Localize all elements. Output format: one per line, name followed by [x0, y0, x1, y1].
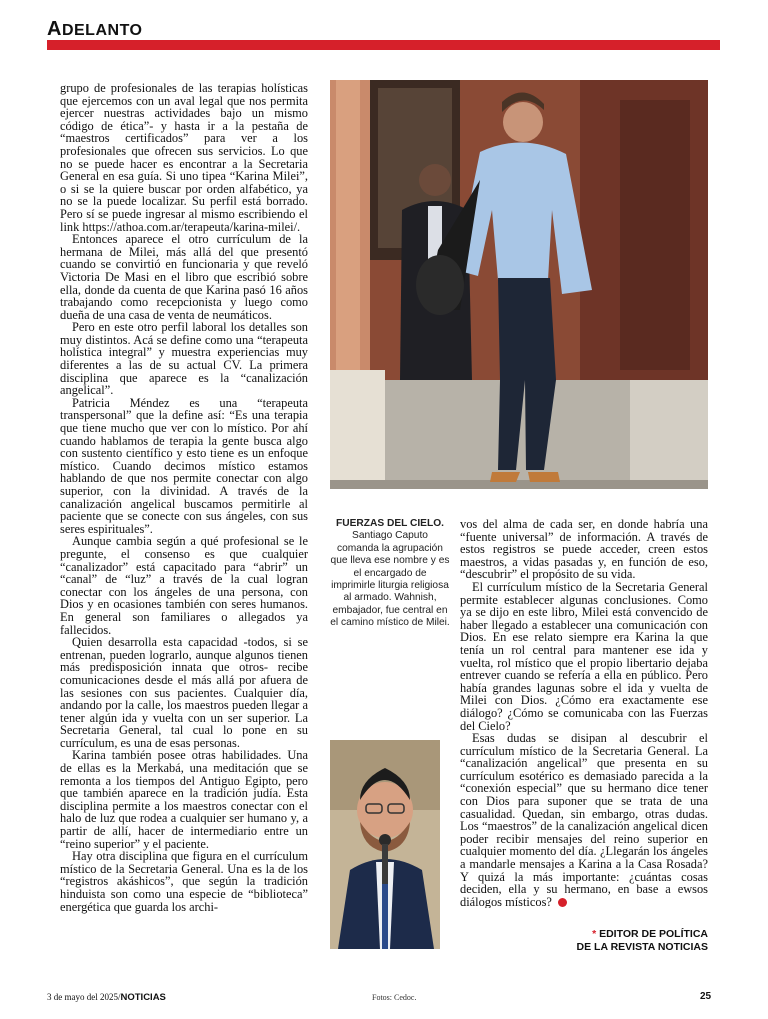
caption-title: FUERZAS DEL CIELO.	[336, 518, 444, 529]
photo-caption	[330, 518, 450, 630]
main-photo-illustration	[330, 80, 708, 489]
caption-body: Santiago Caputo comanda la agrupación que lleva ese nombre y es el encargado de imprimirle liturgia religiosa al armado. Wahnish, embajador, fue central en el camino místico de Milei.	[330, 530, 450, 629]
article-paragraph: Aunque cambia según a qué profesional se le pregunte, el consenso es que cualquier “canalizador” está capacitado para “abrir” un “canal” de “luz” a través de la cual logran conectar con los ángeles de una persona, con Dios y en ocasiones también con seres humanos. En general son familiares o allegados ya fallecidos.	[60, 534, 308, 637]
signature-line-2: DE LA REVISTA NOTICIAS	[576, 941, 708, 953]
signature-line-1: EDITOR DE POLÍTICA	[599, 928, 708, 940]
article-right-column	[460, 518, 708, 908]
section-rest: DELANTO	[61, 22, 143, 39]
page-number: 25	[700, 991, 712, 1002]
photo-credit: Fotos: Cedoc.	[372, 993, 417, 1002]
small-photo	[330, 740, 440, 949]
footer-date	[47, 992, 166, 1003]
small-photo-illustration	[330, 740, 440, 949]
main-photo	[330, 80, 708, 489]
article-paragraph: Pero en este otro perfil laboral los detalles son muy distintos. Acá se define como una “terapeuta holística integral” y muestra experiencias muy diferentes a las de su actual CV. La primera disciplina que aparece es la “canalización angelical”.	[60, 320, 308, 398]
article-paragraph: Patricia Méndez es una “terapeuta transpersonal” que la define así: “Es una terapia que tiene mucho que ver con lo místico. Por ahí cuando hablamos de terapia la gente busca algo con sustento científico y esto tiene es un enfoque místico. Cuando decimos místico estamos hablando de que nos permite conectar con algo superior, con la divinidad. A través de la canalización angelical buscamos permitirle al paciente que se conecte con sus ángeles, con sus seres espirituales”.	[60, 395, 308, 536]
section-initial: A	[47, 18, 62, 40]
article-paragraph: Entonces aparece el otro currículum de la hermana de Milei, más allá del que presentó cuando se convirtió en funcionaria y que reveló Victoria De Masi en el libro que escribió sobre ella, donde da cuenta de que Karina pasó 16 años trabajando como recepcionista y luego como dueña de una casa de venta de neumáticos.	[60, 232, 308, 322]
article-paragraph: vos del alma de cada ser, en donde habría una “fuente universal” de información. A través de estos registros se puede acceder, creen estos maestros, a vidas pasadas y, en función de eso, “descubrir” el propósito de su vida.	[460, 518, 708, 582]
author-signature	[560, 928, 708, 954]
section-label	[47, 18, 143, 41]
article-paragraph: Quien desarrolla esta capacidad -todos, si se entrenan, pueden lograrlo, aunque algunos tienen más predisposición innata que otros- recibe comunicaciones desde el más allá por afuera de las sesiones con sus pacientes. Cualquier día, andando por la calle, los maestros pueden llegar a tener algún ida y vuelta con un ser superior. La Secretaria General, tal cual lo pone en su currículum, es una de esas personas.	[60, 635, 308, 750]
article-paragraph: Karina también posee otras habilidades. Una de ellas es la Merkabá, una meditación que se remonta a los tiempos del Antiguo Egipto, pero que también aparece en la tradición judía. Esta disciplina permite a los maestros conectar con el halo de luz que rodea a cualquier ser humano y, a partir de allí, hacer de intermediario entre un “reino superior” y el paciente.	[60, 748, 308, 851]
article-paragraph: El currículum místico de la Secretaria General permite establecer algunas conclusiones. Como ya se dijo en este libro, Milei está convencido de haber llegado a establecer una comunicación con Dios. En ese relato siempre era Karina la que tenía un rol central para mantener ese ida y vuelta, rol místico que el propio libertario dejaba entrever cuando se refería a ella en público. Pero había grandes lagunas sobre el ida y vuelta de Milei con Dios. ¿Cómo era exactamente ese diálogo? ¿Cómo se comunicaba con las Fuerzas del Cielo?	[460, 579, 708, 733]
signature-star: *	[592, 928, 597, 940]
end-mark-icon	[558, 898, 567, 907]
article-left-column	[60, 82, 308, 948]
article-paragraph-text: Esas dudas se disipan al descubrir el currículum místico de la Secretaria General. La “canalización angelical” que presenta en su currículum esotérico es demasiado parecida a la “conexión especial” que su hermano dice tener con Dios para suponer que se trata de una casualidad. Quedan, sin embargo, otras dudas. Los “maestros” de la canalización angelical dicen poder recibir mensajes del reino superior en cualquier momento del día. ¿Llegarán los ángeles a mandarle mensajes a Karina a la Casa Rosada? Y quizá la más importante: ¿cuántas cosas deciden, ella y su hermano, en base a ewsos diálogos místicos?	[460, 731, 708, 908]
footer-date-text: 3 de mayo del 2025/	[47, 992, 121, 1002]
article-paragraph: grupo de profesionales de las terapias holísticas que ejercemos con un aval legal que nos permita ejercer nuestras actividades bajo un mismo código de ética”- y hasta ir a la pestaña de “maestros certificados” para ver a los profesionales que ofrecen sus servicios. Lo que no se puede hacer es encontrar a la Secretaria General en esa guía. Si uno tipea “Karina Milei”, o si se la quiere buscar por orden alfabético, ya no se la puede localizar. Su perfil está borrado. Pero sí se puede ingresar al mismo escribiendo el link https://athoa.com.ar/terapeuta/karina-milei/.	[60, 82, 308, 234]
footer-brand: NOTICIAS	[120, 992, 166, 1003]
header-red-rule	[47, 40, 720, 50]
article-paragraph	[460, 732, 708, 908]
article-paragraph: Hay otra disciplina que figura en el currículum místico de la Secretaria General. Una es la de los “registros akáshicos”, que según la tradición hinduista son como una especie de “biblioteca” energética que guarda los archi-	[60, 849, 308, 914]
